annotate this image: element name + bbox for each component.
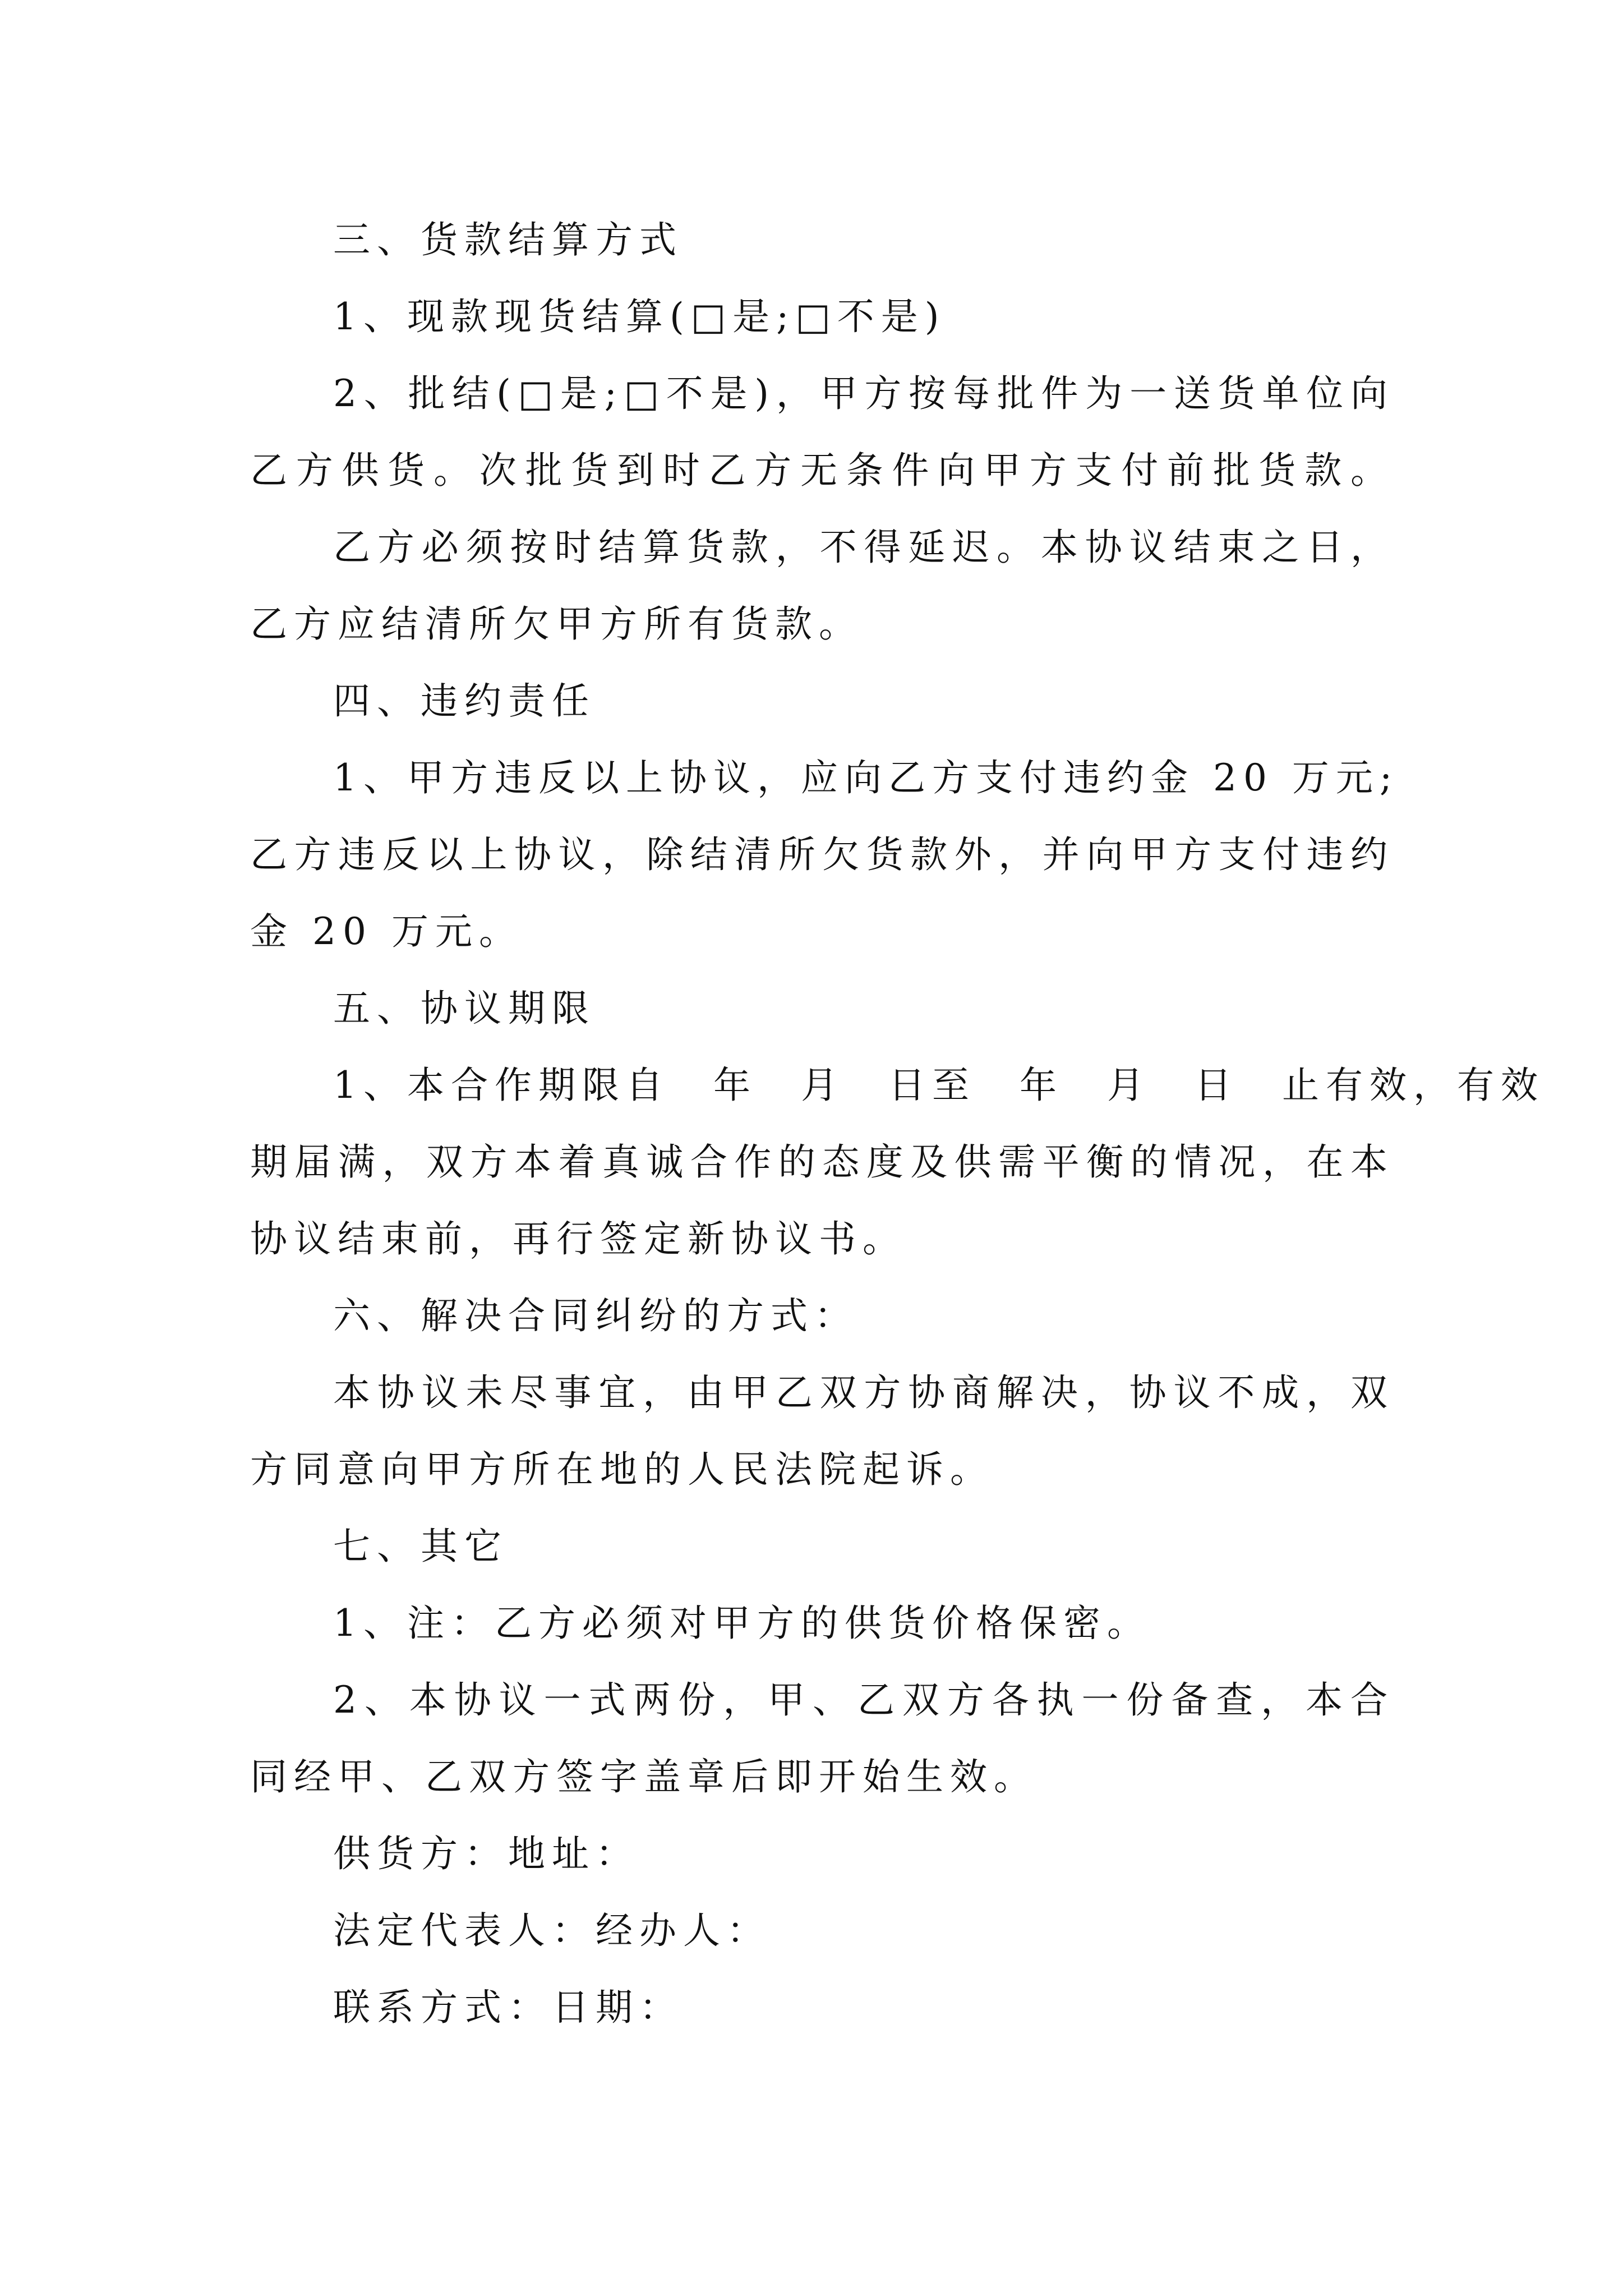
signature-contact-date: 联系方式：日期：	[333, 1986, 683, 2029]
clause-breach-line-1: 1、甲方违反以上协议，应向乙方支付违约金 20 万元;	[333, 756, 1399, 799]
signature-legal-representative: 法定代表人：经办人：	[333, 1909, 771, 1952]
clause-breach-line-3: 金 20 万元。	[250, 910, 523, 953]
clause-term-line-3: 协议结束前，再行签定新协议书。	[250, 1217, 906, 1260]
clause-dispute-line-1: 本协议未尽事宜，由甲乙双方协商解决，协议不成，双	[333, 1371, 1394, 1414]
clause-copies-line-1: 2、本协议一式两份，甲、乙双方各执一份备查，本合	[333, 1678, 1394, 1722]
clause-copies-line-2: 同经甲、乙双方签字盖章后即开始生效。	[250, 1755, 1038, 1798]
signature-supplier-address: 供货方：地址：	[333, 1832, 639, 1875]
section-heading-payment-settlement: 三、货款结算方式	[333, 218, 683, 261]
section-heading-breach-liability: 四、违约责任	[333, 679, 596, 723]
paragraph-timely-payment-line-2: 乙方应结清所欠甲方所有货款。	[250, 602, 863, 646]
clause-breach-line-2: 乙方违反以上协议，除结清所欠货款外，并向甲方支付违约	[250, 833, 1394, 876]
section-heading-dispute-resolution: 六、解决合同纠纷的方式：	[333, 1294, 858, 1337]
clause-cash-settlement: 1、现款现货结算(□是;□不是)	[333, 295, 946, 338]
clause-term-line-2: 期届满，双方本着真诚合作的态度及供需平衡的情况，在本	[250, 1140, 1394, 1184]
paragraph-timely-payment-line-1: 乙方必须按时结算货款，不得延迟。本协议结束之日，	[333, 526, 1394, 569]
clause-batch-settlement-line-2: 乙方供货。次批货到时乙方无条件向甲方支付前批货款。	[250, 449, 1394, 492]
section-heading-other: 七、其它	[333, 1525, 508, 1568]
section-heading-agreement-term: 五、协议期限	[333, 987, 596, 1030]
clause-batch-settlement-line-1: 2、批结(□是;□不是)，甲方按每批件为一送货单位向	[333, 372, 1394, 415]
clause-confidentiality: 1、注：乙方必须对甲方的供货价格保密。	[333, 1602, 1151, 1645]
clause-term-line-1: 1、本合作期限自 年 月 日至 年 月 日 止有效，有效	[333, 1064, 1544, 1107]
clause-dispute-line-2: 方同意向甲方所在地的人民法院起诉。	[250, 1448, 994, 1491]
